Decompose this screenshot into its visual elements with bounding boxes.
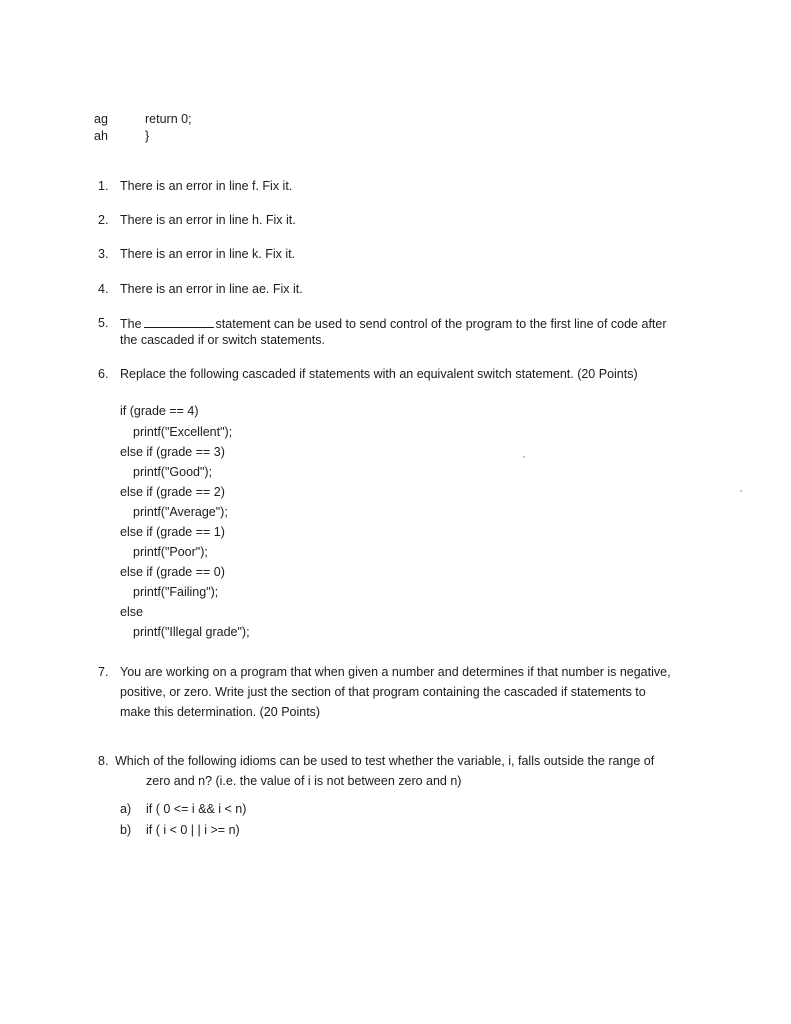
fill-in-blank <box>144 316 214 328</box>
question-text: There is an error in line ae. Fix it. <box>120 282 303 296</box>
option-letter: b) <box>120 823 132 837</box>
code-line: else if (grade == 3) <box>120 445 225 459</box>
code-line: printf("Good"); <box>133 465 213 479</box>
scan-speck <box>523 456 525 458</box>
scan-speck <box>740 490 742 492</box>
question-number: 3. <box>98 247 109 261</box>
code-line: printf("Poor"); <box>133 545 208 559</box>
code-line: else if (grade == 1) <box>120 525 225 539</box>
code-line: else if (grade == 0) <box>120 565 225 579</box>
question-text-before-blank: The <box>120 317 142 331</box>
question-text-after-blank: statement can be used to send control of the program to the first line of code after <box>215 317 667 331</box>
code-line-label: ah <box>94 129 108 143</box>
question-number: 2. <box>98 213 109 227</box>
question-text-continued: make this determination. (20 Points) <box>120 705 321 719</box>
option-letter: a) <box>120 802 132 816</box>
code-line: else <box>120 605 143 619</box>
option-text: if ( i < 0 | | i >= n) <box>146 823 240 837</box>
question-number: 5. <box>98 316 109 330</box>
question-number: 6. <box>98 367 109 381</box>
question-text: Which of the following idioms can be used to test whether the variable, i, falls outside the range of <box>115 754 655 768</box>
code-line: else if (grade == 2) <box>120 485 225 499</box>
code-line-label: ag <box>94 112 108 126</box>
code-line: printf("Failing"); <box>133 585 219 599</box>
question-text-continued: positive, or zero. Write just the section of that program containing the cascaded if statements to <box>120 685 646 699</box>
question-text: You are working on a program that when given a number and determines if that number is negative, <box>120 665 671 679</box>
question-text <box>120 316 667 331</box>
code-line-text: return 0; <box>145 112 192 126</box>
code-line: printf("Average"); <box>133 505 228 519</box>
question-text: Replace the following cascaded if statements with an equivalent switch statement. (20 Points) <box>120 367 638 381</box>
question-text: There is an error in line k. Fix it. <box>120 247 296 261</box>
question-text: There is an error in line f. Fix it. <box>120 179 293 193</box>
option-text: if ( 0 <= i && i < n) <box>146 802 247 816</box>
question-text-continued: the cascaded if or switch statements. <box>120 333 325 347</box>
code-line: if (grade == 4) <box>120 404 199 418</box>
code-line: printf("Illegal grade"); <box>133 625 250 639</box>
question-text: There is an error in line h. Fix it. <box>120 213 296 227</box>
question-number: 8. <box>98 754 109 768</box>
question-number: 4. <box>98 282 109 296</box>
question-number: 1. <box>98 179 109 193</box>
code-line-text: } <box>145 129 150 143</box>
code-line: printf("Excellent"); <box>133 425 233 439</box>
question-number: 7. <box>98 665 109 679</box>
question-text-continued: zero and n? (i.e. the value of i is not between zero and n) <box>146 774 462 788</box>
